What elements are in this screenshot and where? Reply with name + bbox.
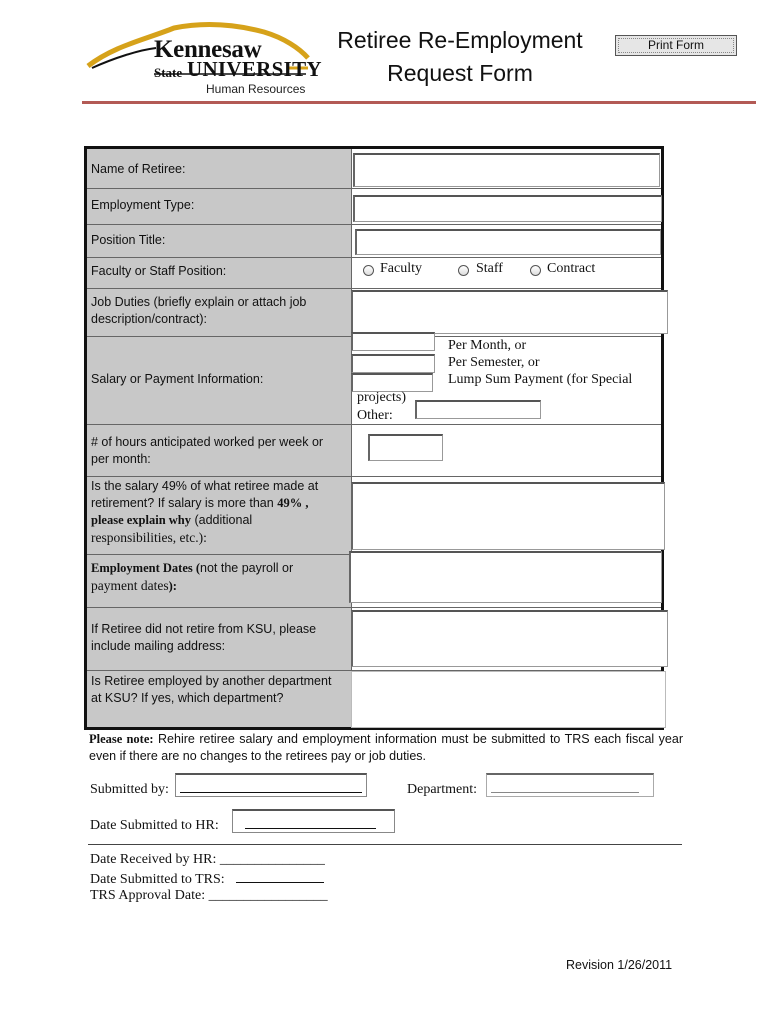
page-title-line2: Request Form <box>387 60 533 86</box>
staff-option-label: Staff <box>476 261 503 276</box>
logo-state: State <box>154 65 183 80</box>
print-form-button[interactable]: Print Form <box>615 35 737 56</box>
other-department-label: Is Retiree employed by another department at KSU? If yes, which department? <box>91 674 332 705</box>
employment-type-input[interactable] <box>353 195 662 222</box>
contract-radio[interactable] <box>530 265 541 276</box>
salary-per-month-input[interactable] <box>351 332 435 351</box>
position-title-input[interactable] <box>355 229 661 255</box>
position-title-label: Position Title: <box>91 233 166 247</box>
position-type-label: Faculty or Staff Position: <box>91 264 227 278</box>
revision-date: Revision 1/26/2011 <box>566 958 673 972</box>
date-submitted-trs: Date Submitted to TRS: <box>90 870 324 888</box>
name-of-retiree-input[interactable] <box>353 153 660 187</box>
staff-radio[interactable] <box>458 265 469 276</box>
employment-type-label: Employment Type: <box>91 198 195 212</box>
mailing-address-label: If Retiree did not retire from KSU, please include mailing address: <box>91 622 317 653</box>
logo-university: UNIVERSITY <box>187 57 322 81</box>
logo-department: Human Resources <box>206 82 306 96</box>
other-label: Other: <box>357 408 393 423</box>
contract-option-label: Contract <box>547 261 596 276</box>
submitted-by-label: Submitted by: <box>90 782 169 797</box>
mailing-address-input[interactable] <box>351 610 668 667</box>
office-use-divider <box>88 844 682 845</box>
salary-49-label: Is the salary 49% of what retiree made at retirement? If salary is more than 49% , please explain why (additional responsibilities, etc.): <box>91 479 319 545</box>
salary-per-semester-input[interactable] <box>351 354 435 373</box>
other-department-input[interactable] <box>351 671 666 728</box>
employment-dates-label: Employment Dates (not the payroll or payment dates): <box>91 561 294 593</box>
name-of-retiree-label: Name of Retiree: <box>91 162 186 176</box>
submitted-by-input[interactable] <box>175 773 367 797</box>
retiree-form-table <box>84 146 664 730</box>
date-submitted-hr-label: Date Submitted to HR: <box>90 818 219 833</box>
job-duties-label: Job Duties (briefly explain or attach job description/contract): <box>91 295 307 326</box>
salary-other-input[interactable] <box>415 400 541 419</box>
per-semester-label: Per Semester, or <box>448 355 540 370</box>
date-submitted-hr-input[interactable] <box>232 809 395 833</box>
department-label: Department: <box>407 782 477 797</box>
per-month-label: Per Month, or <box>448 338 527 353</box>
hours-input[interactable] <box>368 434 443 461</box>
date-received-hr: Date Received by HR: _______________ <box>90 852 325 867</box>
lump-sum-label-cont: projects) <box>357 390 406 405</box>
page-title-line1: Retiree Re-Employment <box>337 27 583 53</box>
salary-explanation-input[interactable] <box>351 482 665 550</box>
salary-label: Salary or Payment Information: <box>91 372 264 386</box>
faculty-radio[interactable] <box>363 265 374 276</box>
faculty-option-label: Faculty <box>380 261 422 276</box>
trs-approval-date: TRS Approval Date: _________________ <box>90 888 328 903</box>
please-note-text: Please note: Rehire retiree salary and employment information must be submitted to TRS each fiscal year even if there are no changes to the retirees pay or job duties. <box>89 732 683 763</box>
header-divider <box>82 101 756 104</box>
ksu-logo <box>84 18 322 100</box>
job-duties-input[interactable] <box>351 290 668 334</box>
logo-kennesaw: Kennesaw <box>154 36 262 63</box>
lump-sum-label: Lump Sum Payment (for Special <box>448 372 633 387</box>
department-input[interactable] <box>486 773 654 797</box>
employment-dates-input[interactable] <box>349 551 662 603</box>
hours-label: # of hours anticipated worked per week or per month: <box>91 435 324 466</box>
